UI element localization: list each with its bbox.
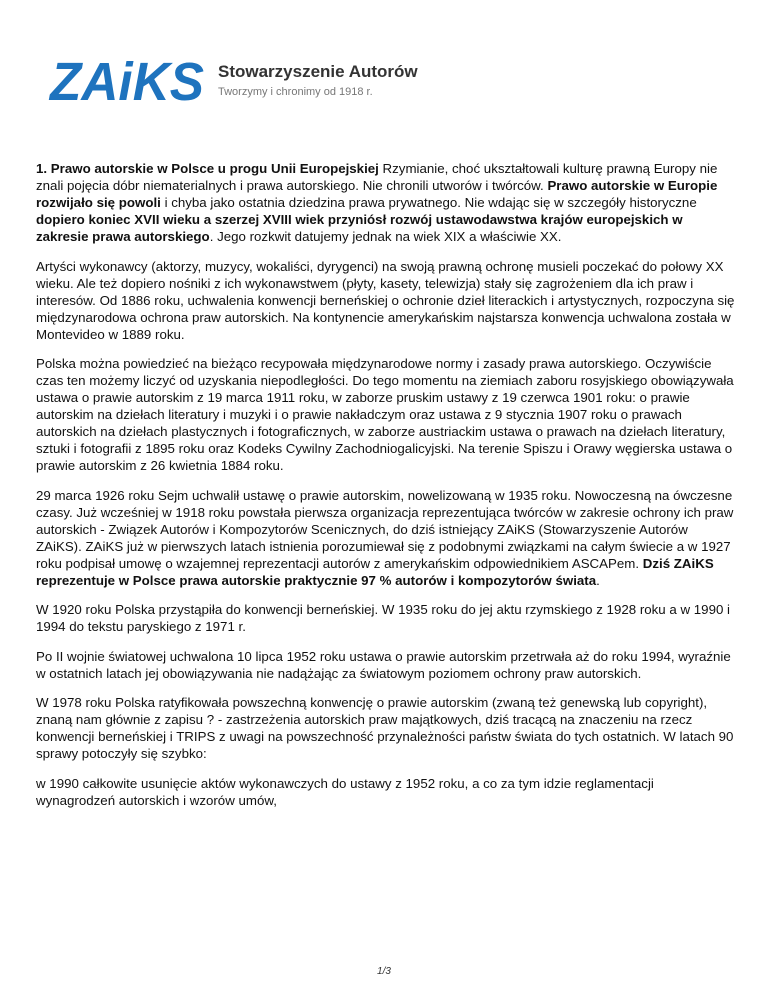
text-run: W 1978 roku Polska ratyfikowała powszechną konwencję o prawie autorskim (zwaną też genewską lub copyright), znaną nam głównie z zapisu ? - zastrzeżenia autorskich praw majątkowych, dziś tracącą na znaczeniu na rzecz konwencji berneńskiej i TRIPS z uwagi na powszechność przynależności państw świata do tych ostatnich. W latach 90 sprawy potoczyły się szybko: — [36, 695, 734, 761]
paragraph — [36, 601, 736, 635]
bold-text: dopiero koniec XVII wieku a szerzej XVIII wiek przyniósł rozwój ustawodawstwa krajów europejskich w zakresie prawa autorskiego — [36, 212, 683, 244]
text-run: Rzymianie, choć ukształtowali kulturę prawną Europy nie znali pojęcia dóbr niematerialnych i prawa autorskiego. Nie chronili utworów i twórców. — [36, 161, 718, 193]
article-body — [36, 160, 736, 821]
paragraph — [36, 694, 736, 762]
text-run: 29 marca 1926 roku Sejm uchwalił ustawę o prawie autorskim, nowelizowaną w 1935 roku. Nowoczesną na ówczesne czasy. Już wcześniej w 1918 roku powstała pierwsza organizacja reprezentująca twórców w zakresie ochrony ich praw autorskich - Związek Autorów i Kompozytorów Scenicznych, do dziś istniejący ZAiKS (Stowarzyszenie Autorów ZAiKS). ZAiKS już w pierwszych latach istnienia porozumiewał się z podobnymi związkami na całym świecie a w 1927 roku podpisał umowę o wzajemnej reprezentacji autorów z amerykańskim odpowiednikiem ASCAPem. — [36, 487, 734, 571]
brand-tagline: Tworzymy i chronimy od 1918 r. — [218, 86, 373, 98]
paragraph — [36, 648, 736, 682]
text-run: Polska można powiedzieć na bieżąco recypowała międzynarodowe normy i zasady prawa autorskiego. Oczywiście czas ten możemy liczyć od uzyskania niepodległości. Do tego momentu na ziemiach zaboru rosyjskiego obowiązywała ustawa o prawie autorskim z 19 marca 1911 roku, w zaborze pruskim ustawy z 19 czerwca 1901 roku: o prawie autorskim na dziełach literatury i muzyki i o prawie nakładczym oraz ustawa z 9 stycznia 1907 roku o prawach autorskich na dziełach plastycznych i fotograficznych, w zaborze austriackim ustawa o prawach na dziełach literatury, sztuki i fotografii z 1895 roku oraz Kodeks Cywilny Zachodniogalicyjski. Na terenie Spiszu i Orawy węgierska ustawa o prawie autorskim z 26 kwietnia 1884 roku. — [36, 356, 734, 473]
paragraph — [36, 355, 736, 474]
paragraph — [36, 160, 736, 245]
text-run: . Jego rozkwit datujemy jednak na wiek XIX a właściwie XX. — [209, 229, 562, 244]
bold-text: Dziś ZAiKS reprezentuje w Polsce prawa autorskie praktycznie 97 % autorów i kompozytorów świata — [36, 555, 714, 588]
text-run: i chyba jako ostatnia dziedzina prawa prywatnego. Nie wdając się w szczegóły historyczne — [160, 195, 697, 210]
bold-text: Prawo autorskie w Europie rozwijało się powoli — [36, 178, 718, 210]
text-run: w 1990 całkowite usunięcie aktów wykonawczych do ustawy z 1952 roku, a co za tym idzie reglamentacji wynagrodzeń autorskich i wzorów umów, — [36, 775, 654, 808]
text-run: Artyści wykonawcy (aktorzy, muzycy, wokaliści, dyrygenci) na swoją prawną ochronę musieli poczekać do połowy XX wieku. Ale też dopiero nośniki z ich wykonawstwem (płyty, kasety, telewizja) stały się zagrożeniem dla ich praw i interesów. Od 1886 roku, uchwalenia konwencji berneńskiej o ochronie dzieł literackich i artystycznych, rozpoczyna się międzynarodowa ochrona praw autorskich. Na kontynencie amerykańskim najstarsza konwencja uchwalona została w Montevideo w 1889 roku. — [36, 258, 735, 342]
paragraph — [36, 775, 736, 809]
svg-text:ZAiKS: ZAiKS — [48, 54, 204, 106]
bold-text: 1. Prawo autorskie w Polsce u progu Unii Europejskiej — [36, 161, 379, 176]
paragraph — [36, 258, 736, 343]
paragraph — [36, 487, 736, 589]
text-run: . — [596, 572, 600, 588]
brand-name: Stowarzyszenie Autorów — [218, 62, 418, 81]
text-run: Po II wojnie światowej uchwalona 10 lipca 1952 roku ustawa o prawie autorskim przetrwała aż do roku 1994, wyraźnie w ostatnich latach jej obowiązywania nie nadążając za światowym poziomem ochrony praw autorskich. — [36, 648, 731, 681]
page-number: 1/3 — [377, 966, 391, 977]
text-run: W 1920 roku Polska przystąpiła do konwencji berneńskiej. W 1935 roku do jej aktu rzymskiego z 1928 roku a w 1990 i 1994 do tekstu paryskiego z 1971 r. — [36, 602, 731, 634]
zaiks-logo — [48, 54, 208, 106]
header — [48, 54, 468, 110]
